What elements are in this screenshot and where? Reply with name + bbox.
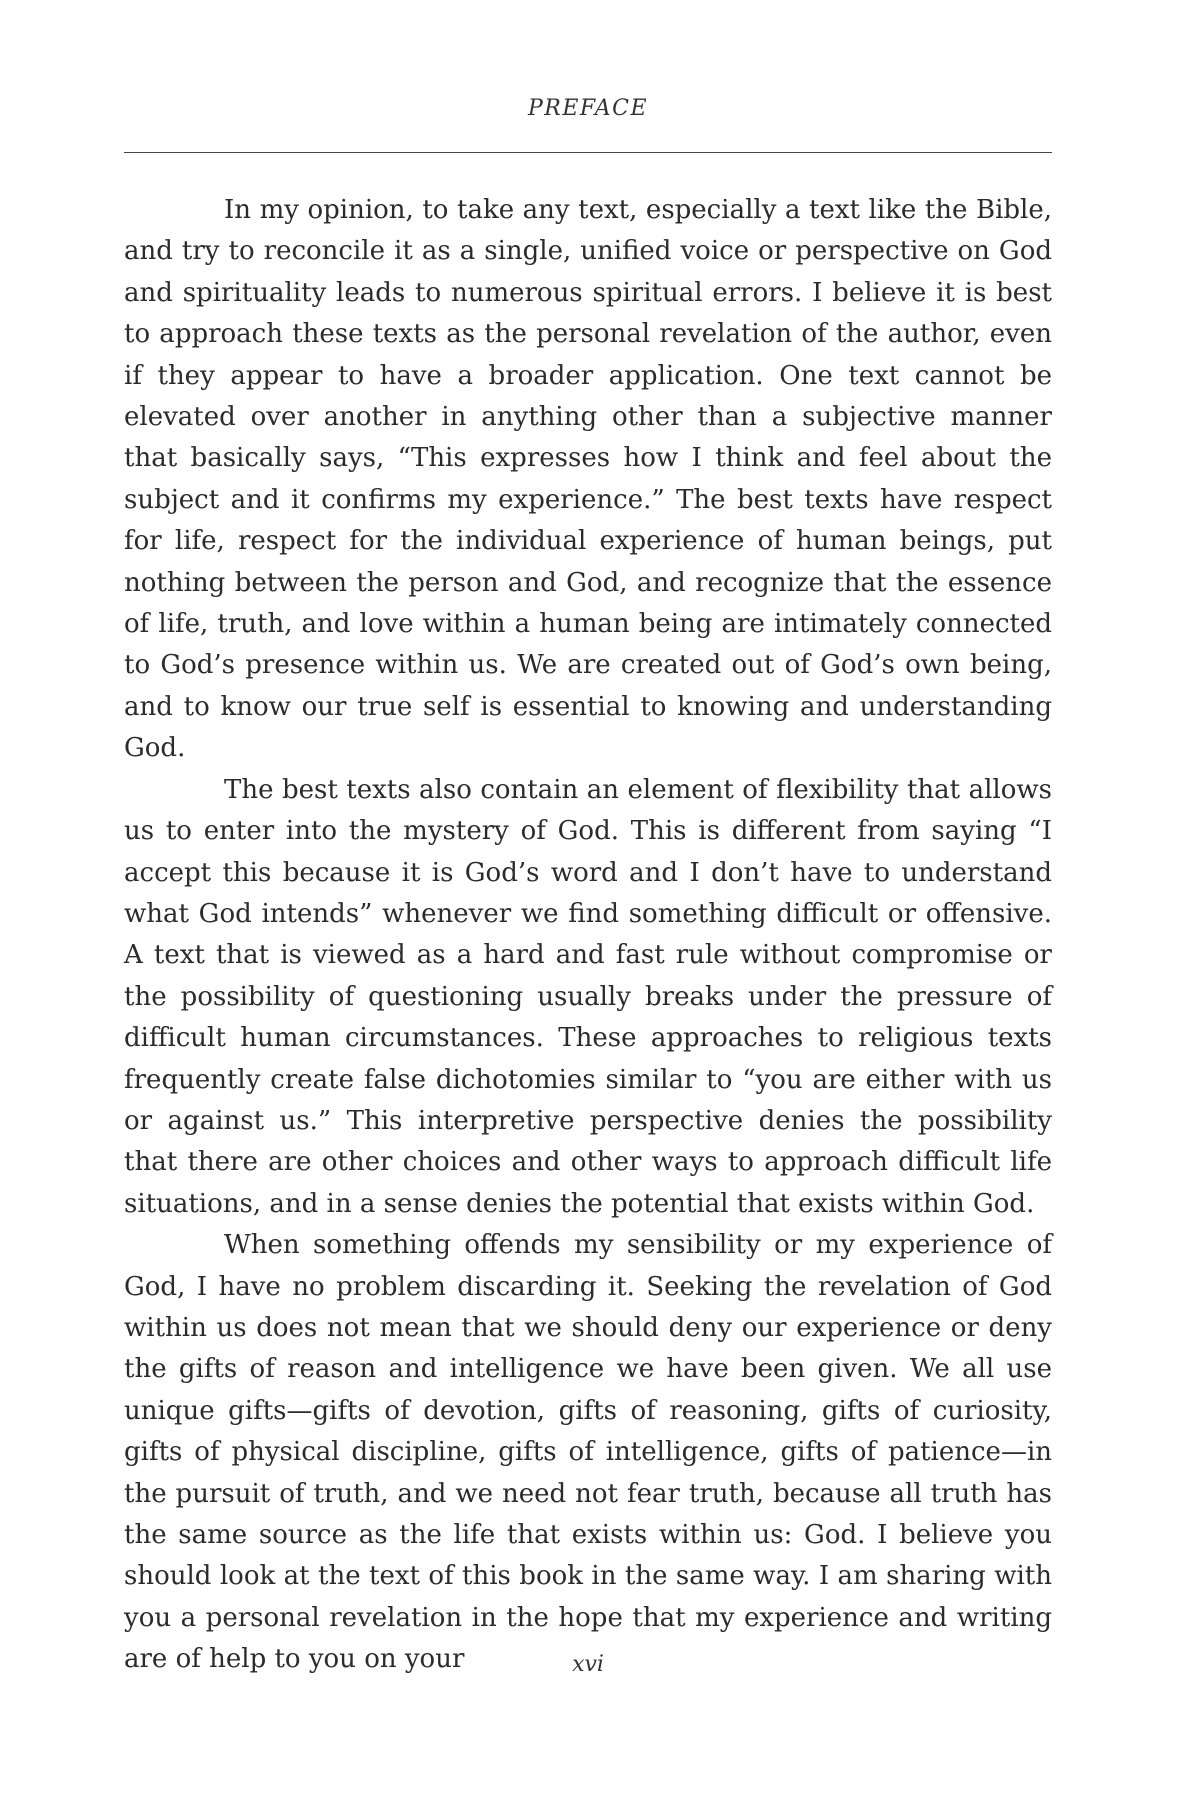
running-head: PREFACE bbox=[527, 96, 649, 121]
header-rule bbox=[124, 152, 1052, 153]
paragraph-2: The best texts also contain an element of flexibility that allows us to enter into the mystery of God. This is different from saying “I accept this because it is God’s word and I don’t have to understand what God intends” whenever we find something difficult or offensive. A text that is viewed as a hard and fast rule without compromise or the possibility of questioning usually breaks under the pressure of difficult human circumstances. These approaches to religious texts frequently create false dichotomies similar to “you are either with us or against us.” This interpretive perspective denies the possibility that there are other choices and other ways to approach difficult life situations, and in a sense denies the potential that exists within God. bbox=[124, 774, 1052, 1219]
body-text bbox=[124, 190, 1052, 1681]
paragraph-1: In my opinion, to take any text, especially a text like the Bible, and try to reconcile it as a single, unified voice or perspective on God and spirituality leads to numerous spiritual errors. I believe it is best to approach these texts as the personal revelation of the author, even if they appear to have a broader application. One text cannot be elevated over another in anything other than a subjective manner that basically says, “This expresses how I think and feel about the subject and it confirms my experience.” The best texts have respect for life, respect for the individual experience of human beings, put nothing between the person and God, and recognize that the essence of life, truth, and love within a human being are intimately connected to God’s presence within us. We are created out of God’s own being, and to know our true self is essential to knowing and understanding God. bbox=[124, 195, 1052, 764]
paragraph-3: When something offends my sensibility or my experience of God, I have no problem discarding it. Seeking the revelation of God within us does not mean that we should deny our experience or deny the gifts of reason and intelligence we have been given. We all use unique gifts—gifts of devotion, gifts of reasoning, gifts of curiosity, gifts of physical discipline, gifts of intelligence, gifts of patience—in the pursuit of truth, and we need not fear truth, because all truth has the same source as the life that exists within us: God. I believe you should look at the text of this book in the same way. I am sharing with you a personal revelation in the hope that my experience and writing are of help to you on your bbox=[124, 1230, 1052, 1675]
page-number: xvi bbox=[572, 1652, 604, 1677]
